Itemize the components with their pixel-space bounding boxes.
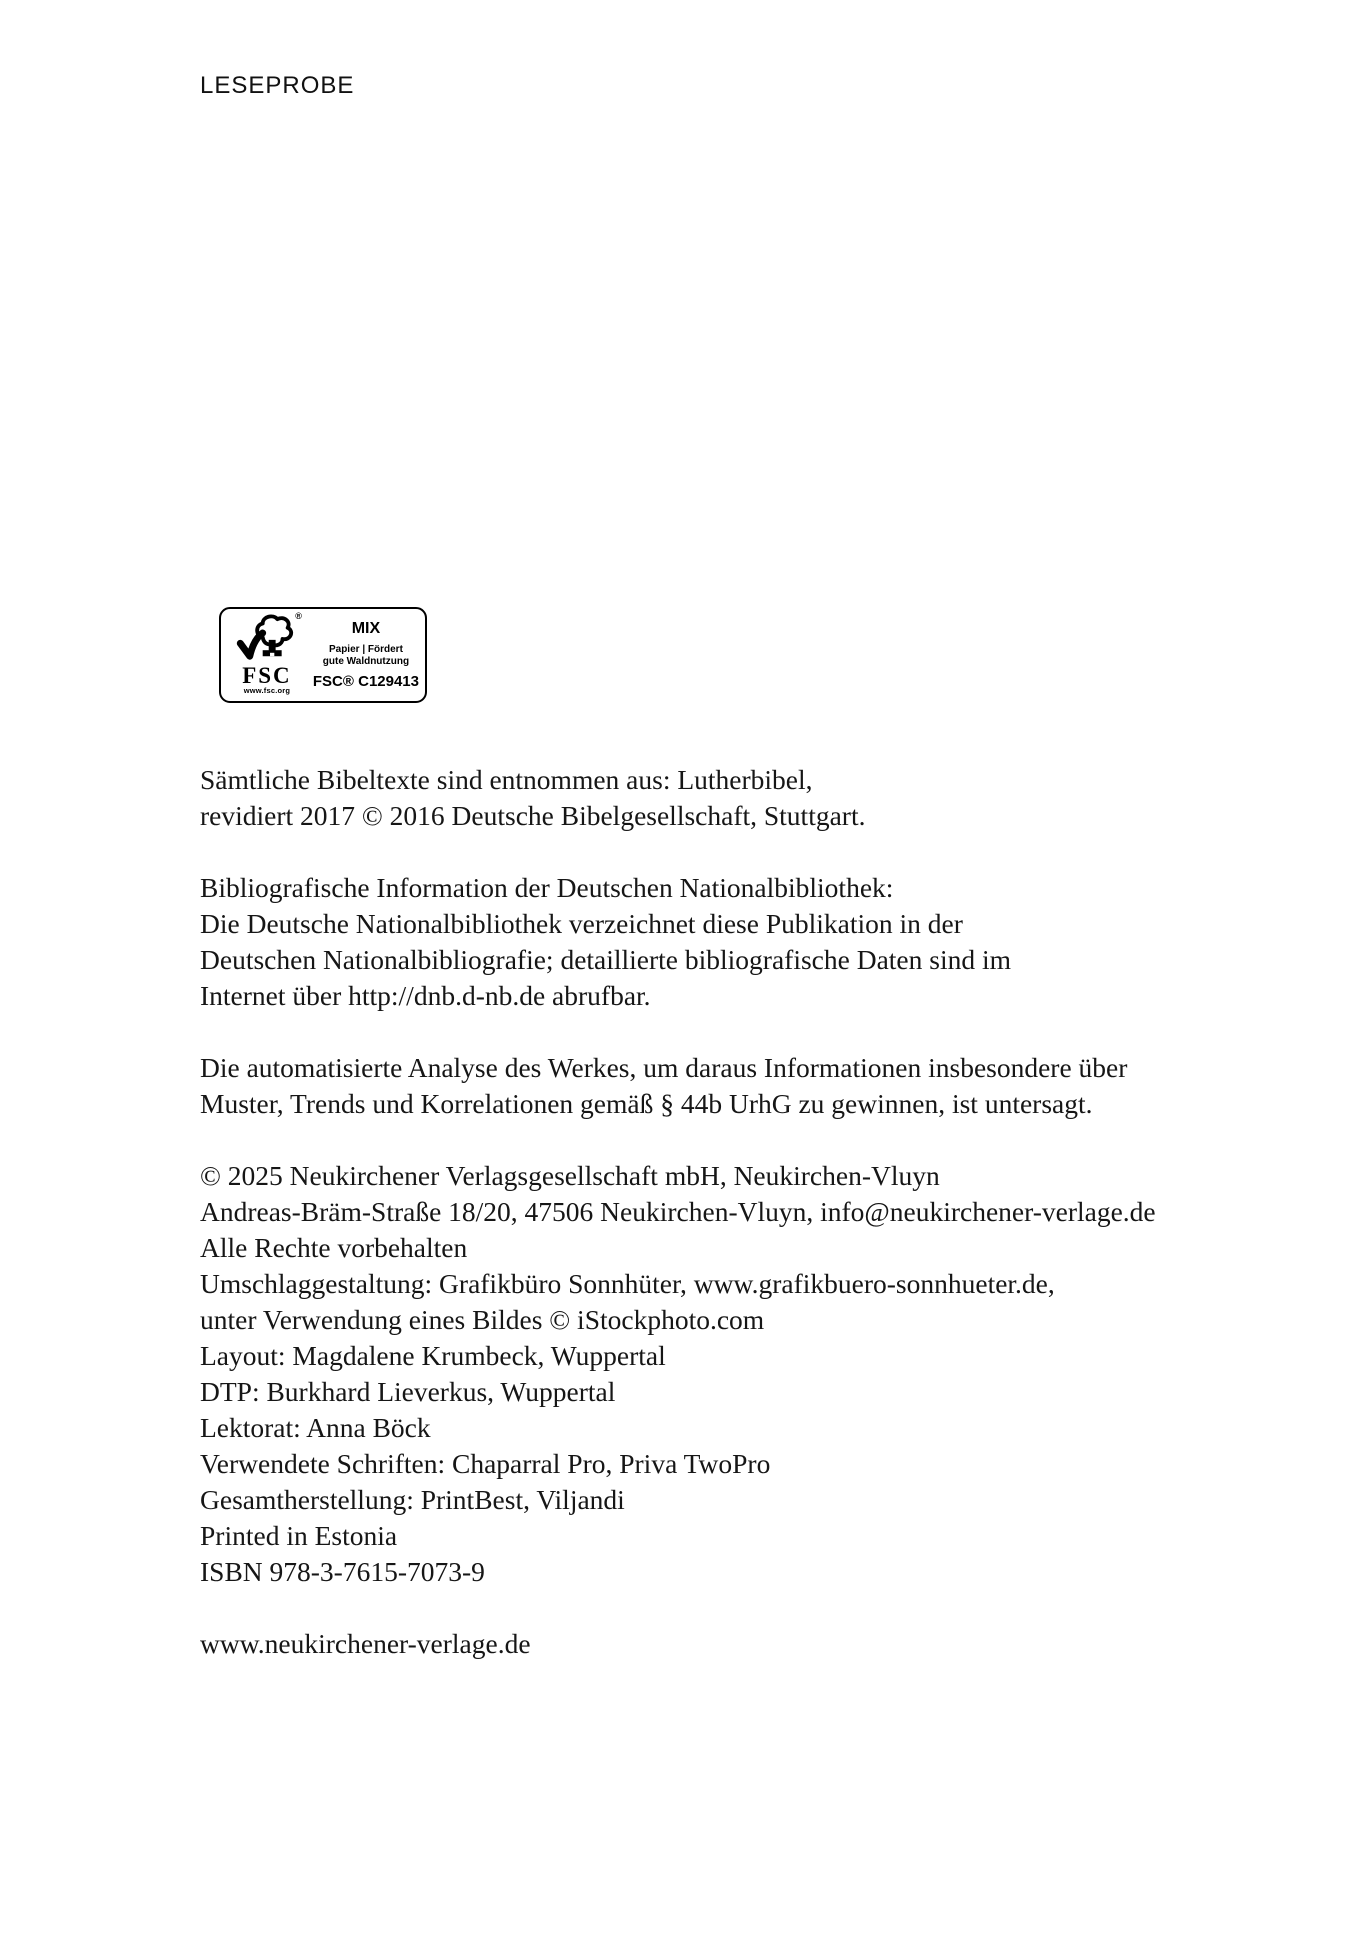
imprint-line: revidiert 2017 © 2016 Deutsche Bibelgesellschaft, Stuttgart. [200,800,866,831]
imprint-line: Andreas-Bräm-Straße 18/20, 47506 Neukirchen-Vluyn, info@neukirchener-verlage.de [200,1196,1156,1227]
fsc-claim-text [323,644,409,667]
imprint-line: Internet über http://dnb.d-nb.de abrufbar. [200,980,651,1011]
leseprobe-label: LESEPROBE [200,72,355,99]
fsc-claim-line1: Papier | Fördert [328,644,403,655]
fsc-label-right-column [313,609,425,701]
imprint-line: Umschlaggestaltung: Grafikbüro Sonnhüter, www.grafikbuero-sonnhueter.de, [200,1268,1055,1299]
fsc-license-code: FSC® C129413 [312,673,419,690]
imprint-line: Bibliografische Information der Deutschen Nationalbibliothek: [200,872,894,903]
fsc-url-text: www.fsc.org [243,686,291,695]
imprint-line: Deutschen Nationalbibliografie; detaillierte bibliografische Daten sind im [200,944,1011,975]
imprint-line: Printed in Estonia [200,1520,398,1551]
imprint-paragraph [200,1050,1260,1122]
imprint-paragraph [200,870,1260,1014]
imprint-line: Die Deutsche Nationalbibliothek verzeichnet diese Publikation in der [200,908,963,939]
imprint-line: Layout: Magdalene Krumbeck, Wuppertal [200,1340,666,1371]
website-url: www.neukirchener-verlage.de [200,1628,531,1659]
imprint-line: Gesamtherstellung: PrintBest, Viljandi [200,1484,625,1515]
registered-trademark-icon: ® [295,611,302,621]
imprint-line: © 2025 Neukirchener Verlagsgesellschaft mbH, Neukirchen-Vluyn [200,1160,940,1191]
imprint-line: Alle Rechte vorbehalten [200,1232,468,1263]
imprint-line: Sämtliche Bibeltexte sind entnommen aus: Lutherbibel, [200,764,813,795]
fsc-certification-label [219,607,427,703]
imprint-line: Muster, Trends und Korrelationen gemäß § 44b UrhG zu gewinnen, ist untersagt. [200,1088,1093,1119]
fsc-label-left-column [221,609,313,701]
fsc-brand-text: FSC [242,663,292,688]
imprint-paragraph [200,1158,1260,1590]
fsc-tree-checkmark-icon [234,614,300,664]
fsc-mix-label: MIX [351,620,381,637]
imprint-line: DTP: Burkhard Lieverkus, Wuppertal [200,1376,616,1407]
imprint-text [200,762,1260,1626]
imprint-line: Die automatisierte Analyse des Werkes, um daraus Informationen insbesondere über [200,1052,1128,1083]
fsc-claim-line2: gute Waldnutzung [322,655,410,667]
imprint-line: unter Verwendung eines Bildes © iStockphoto.com [200,1304,765,1335]
imprint-line: Verwendete Schriften: Chaparral Pro, Priva TwoPro [200,1448,771,1479]
imprint-line: Lektorat: Anna Böck [200,1412,431,1443]
imprint-line: ISBN 978-3-7615-7073-9 [200,1556,485,1587]
imprint-paragraph [200,762,1260,834]
